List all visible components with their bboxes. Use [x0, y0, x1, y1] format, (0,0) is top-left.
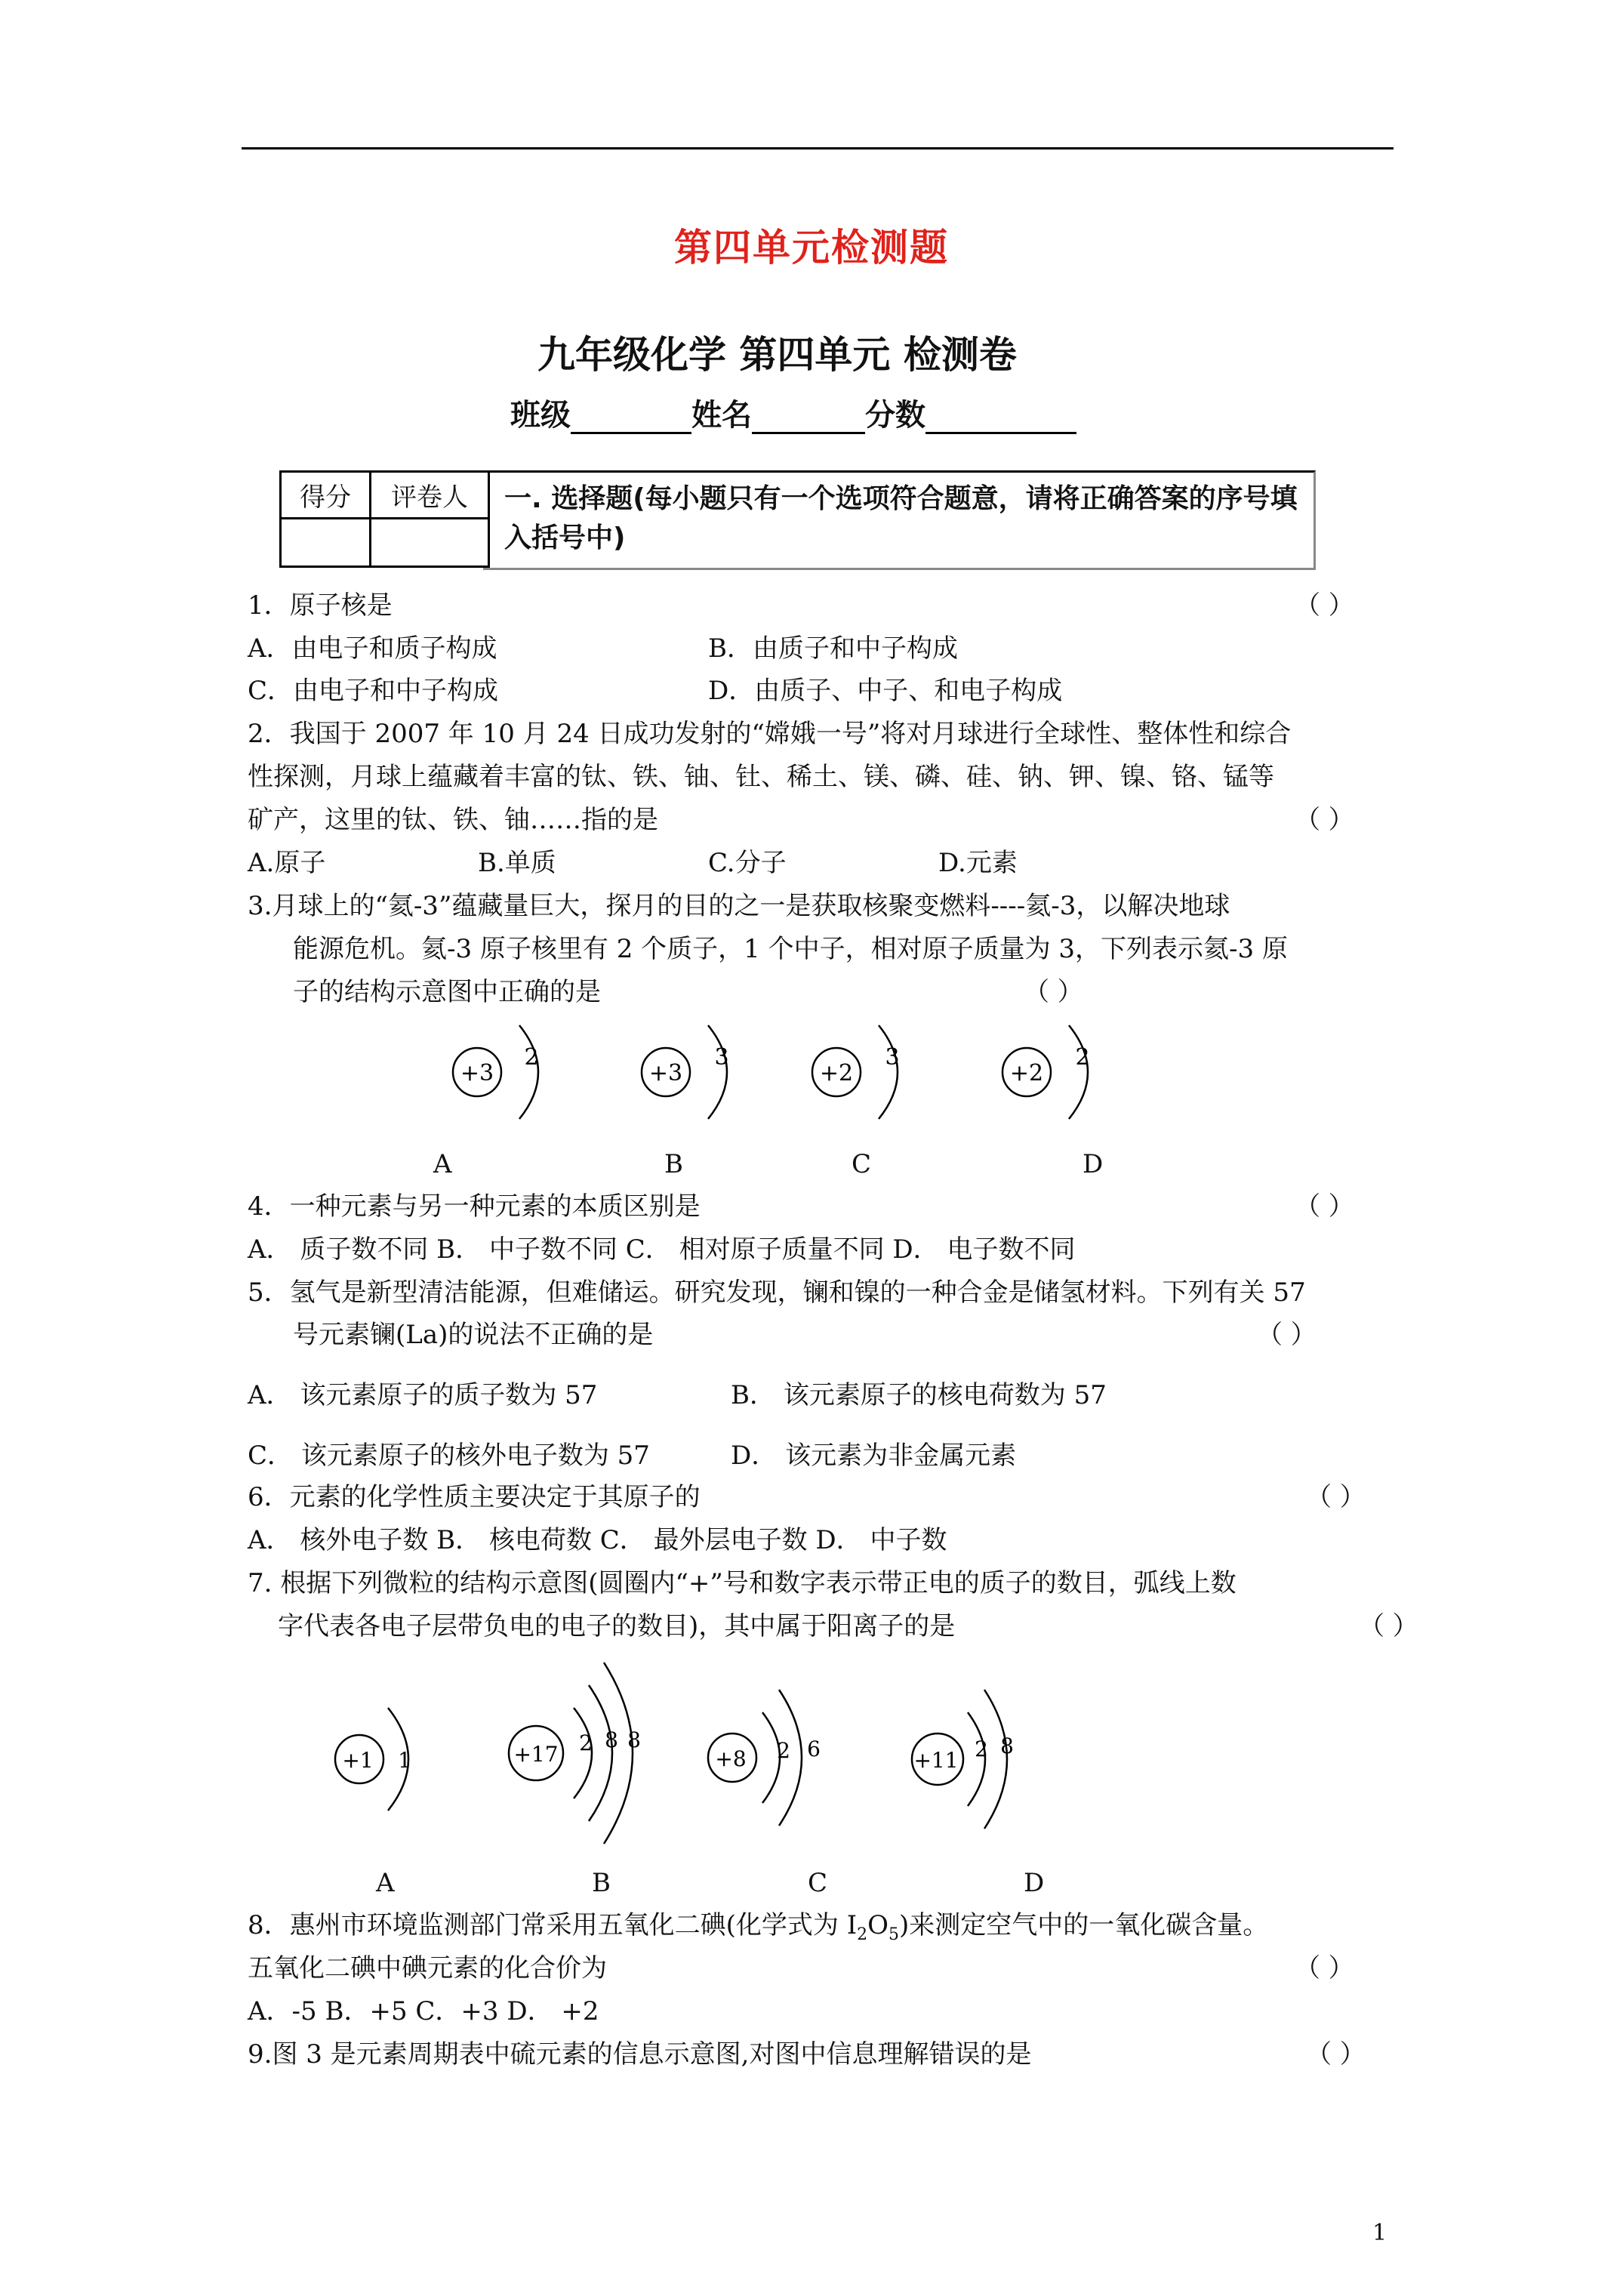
- q1-option-a: A．由电子和质子构成: [248, 633, 497, 664]
- q6-stem: 6．元素的化学性质主要决定于其原子的: [248, 1482, 701, 1512]
- q5-line-2: 号元素镧(La)的说法不正确的是: [293, 1320, 654, 1350]
- q3-diagram-a: [453, 1025, 539, 1119]
- electron-shell-arc: [519, 1025, 538, 1119]
- shell-electron-count: 2: [777, 1738, 790, 1763]
- nucleus-charge: +1: [342, 1748, 374, 1773]
- shell-electron-count: 6: [807, 1737, 821, 1761]
- shell-electron-count: 8: [1000, 1734, 1014, 1758]
- q8-line-1-pre: 8．惠州市环境监测部门常采用五氧化二碘(化学式为 I: [248, 1910, 858, 1940]
- shell-electron-count: 2: [975, 1737, 988, 1761]
- nucleus-charge: +8: [715, 1746, 747, 1771]
- q2-line-3: 矿产，这里的钛、铁、铀……指的是: [248, 805, 658, 835]
- q2-answer-paren: （ ）: [1295, 805, 1354, 835]
- shell-electron-count: 1: [398, 1748, 411, 1773]
- q5-line-1: 5．氢气是新型清洁能源，但难储运。研究发现，镧和镍的一种合金是储氢材料。下列有关 57: [248, 1277, 1306, 1308]
- nucleus-charge: +2: [819, 1060, 854, 1086]
- q9-stem: 9.图 3 是元素周期表中硫元素的信息示意图,对图中信息理解错误的是: [248, 2039, 1032, 2069]
- q3-diagram-b: [642, 1025, 729, 1119]
- q8-line-2: 五氧化二碘中碘元素的化合价为: [248, 1953, 607, 1983]
- nucleus-charge: +11: [913, 1748, 959, 1773]
- nucleus-charge: +3: [460, 1060, 494, 1086]
- q1-answer-paren: （ ）: [1295, 590, 1354, 621]
- section-heading: 一. 选择题(每小题只有一个选项符合题意，请将正确答案的序号填入括号中): [504, 483, 1298, 553]
- q3-line-3: 子的结构示意图中正确的是: [293, 977, 601, 1007]
- q1-option-b: B．由质子和中子构成: [708, 633, 958, 664]
- q7-particle-diagrams: [310, 1653, 1079, 1850]
- q1-option-c: C．由电子和中子构成: [248, 676, 499, 706]
- score-cell: [281, 519, 371, 567]
- class-blank: [571, 403, 691, 434]
- shell-electron-count: 8: [627, 1727, 641, 1752]
- header-rule: [242, 147, 1394, 149]
- q5-option-a: A． 该元素原子的质子数为 57: [248, 1380, 598, 1410]
- q3-label-b: B: [664, 1149, 683, 1179]
- q9-answer-paren: （ ）: [1306, 2039, 1366, 2069]
- q7-label-b: B: [592, 1868, 611, 1898]
- q4-stem: 4．一种元素与另一种元素的本质区别是: [248, 1191, 701, 1222]
- q8-oxygen-symbol: O: [867, 1910, 889, 1940]
- q3-diagram-d: [1002, 1025, 1090, 1119]
- q2-line-2: 性探测，月球上蕴藏着丰富的钛、铁、铀、钍、稀土、镁、磷、硅、钠、钾、镍、铬、锰等: [248, 762, 1274, 792]
- q5-option-c: C． 该元素原子的核外电子数为 57: [248, 1441, 650, 1471]
- shell-electron-count: 2: [579, 1730, 593, 1755]
- q7-label-c: C: [808, 1868, 828, 1898]
- q8-answer-paren: （ ）: [1295, 1953, 1354, 1983]
- nucleus-charge: +17: [513, 1742, 559, 1767]
- q4-options: A． 质子数不同 B． 中子数不同 C． 相对原子质量不同 D． 电子数不同: [248, 1234, 1076, 1265]
- score-label: 分数: [865, 398, 925, 433]
- score-blank: [925, 403, 1076, 434]
- q6-options: A． 核外电子数 B． 核电荷数 C． 最外层电子数 D． 中子数: [248, 1525, 947, 1555]
- shell-electron-count: 3: [885, 1044, 900, 1071]
- grader-cell: [371, 519, 489, 567]
- shell-electron-count: 8: [605, 1727, 618, 1752]
- q2-option-d: D.元素: [938, 848, 1018, 878]
- exam-subtitle: 九年级化学 第四单元 检测卷: [537, 333, 1017, 377]
- q3-label-a: A: [433, 1149, 452, 1179]
- electron-shell-arc: [604, 1663, 633, 1844]
- q7-diagram-a: [335, 1708, 411, 1811]
- shell-electron-count: 2: [524, 1044, 539, 1071]
- q3-diagram-c: [812, 1025, 900, 1119]
- nucleus-charge: +3: [648, 1060, 683, 1086]
- q3-label-d: D: [1083, 1149, 1104, 1179]
- q3-atom-diagrams: [423, 1004, 1178, 1155]
- q1-option-d: D．由质子、中子、和电子构成: [708, 676, 1063, 706]
- grader-header: 评卷人: [371, 472, 489, 519]
- page-title: 第四单元检测题: [674, 225, 949, 270]
- q7-diagram-d: [912, 1690, 1014, 1829]
- q3-line-1: 3.月球上的“氦-3”蕴藏量巨大，探月的目的之一是获取核聚变燃料----氦-3，以解决地球: [248, 891, 1230, 921]
- shell-electron-count: 3: [714, 1044, 729, 1071]
- q5-answer-paren: （ ）: [1257, 1320, 1317, 1350]
- q8-line-1-post: )来测定空气中的一氧化碳含量。: [899, 1910, 1269, 1940]
- q8-options: A．-5 B．+5 C．+3 D． +2: [248, 1996, 599, 2026]
- class-label: 班级: [510, 398, 571, 433]
- q7-line-2: 字代表各电子层带负电的电子的数目)，其中属于阳离子的是: [278, 1611, 956, 1641]
- electron-shell-arc: [708, 1025, 727, 1119]
- q3-label-c: C: [852, 1149, 872, 1179]
- q2-option-b: B.单质: [478, 848, 556, 878]
- score-table: [279, 470, 490, 568]
- q8-subscript-5: 5: [888, 1925, 900, 1944]
- q5-option-b: B． 该元素原子的核电荷数为 57: [731, 1380, 1107, 1410]
- electron-shell-arc: [879, 1025, 898, 1119]
- shell-electron-count: 2: [1075, 1044, 1090, 1071]
- q7-diagram-b: [509, 1663, 641, 1844]
- name-blank: [752, 403, 865, 434]
- q7-label-a: A: [376, 1868, 395, 1898]
- q2-line-1: 2．我国于 2007 年 10 月 24 日成功发射的“嫦娥一号”将对月球进行全球性、整体性和综合: [248, 719, 1292, 749]
- q5-option-d: D． 该元素为非金属元素: [731, 1441, 1017, 1471]
- q3-answer-paren: （ ）: [1024, 977, 1083, 1007]
- q2-option-a: A.原子: [248, 848, 326, 878]
- q6-answer-paren: （ ）: [1306, 1482, 1366, 1512]
- q7-answer-paren: （ ）: [1359, 1611, 1418, 1641]
- q1-stem: 1．原子核是: [248, 590, 393, 621]
- q7-diagram-c: [708, 1690, 821, 1826]
- name-label: 姓名: [691, 398, 752, 433]
- q7-line-1: 7. 根据下列微粒的结构示意图(圆圈内“+”号和数字表示带正电的质子的数目，弧线上数: [248, 1568, 1236, 1598]
- electron-shell-arc: [1069, 1025, 1088, 1119]
- q7-label-d: D: [1024, 1868, 1045, 1898]
- page-number: 1: [1372, 2220, 1387, 2246]
- q4-answer-paren: （ ）: [1295, 1191, 1354, 1222]
- q3-line-2: 能源危机。氦-3 原子核里有 2 个质子，1 个中子，相对原子质量为 3，下列表示氦-3 原: [293, 934, 1288, 964]
- q2-option-c: C.分子: [708, 848, 787, 878]
- student-info-fields: [510, 391, 1076, 434]
- score-header: 得分: [281, 472, 371, 519]
- q8-subscript-2: 2: [857, 1925, 868, 1944]
- q8-line-1: [248, 1910, 1268, 1950]
- nucleus-charge: +2: [1009, 1060, 1044, 1086]
